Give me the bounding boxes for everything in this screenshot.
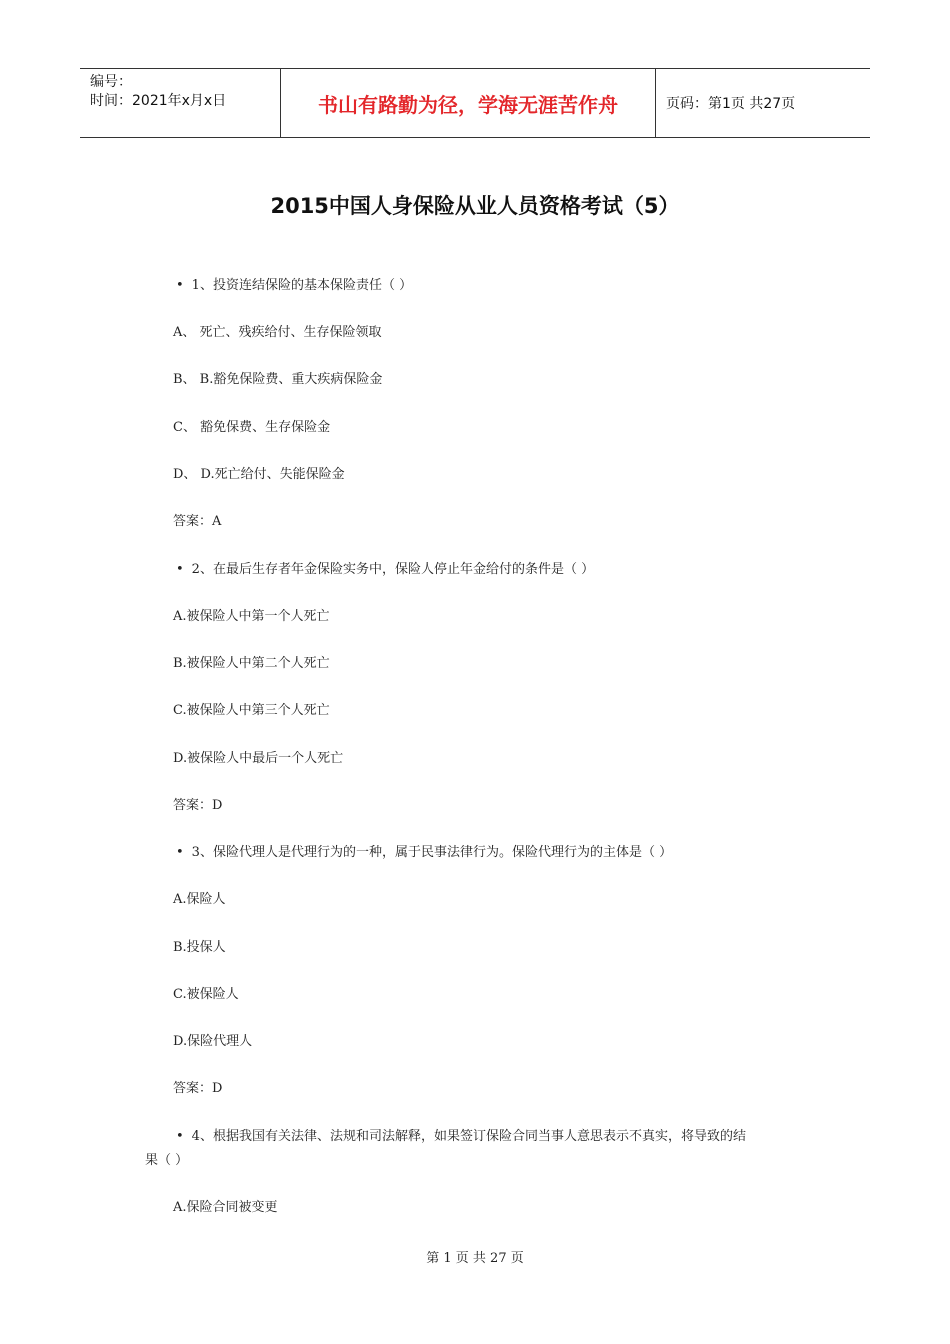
bullet: • (176, 1129, 184, 1144)
option: C.被保险人 (173, 987, 239, 1002)
option: C.被保险人中第三个人死亡 (173, 703, 330, 718)
question-3 (176, 844, 672, 862)
answer: 答案：A (173, 514, 222, 529)
option: B.被保险人中第二个人死亡 (173, 656, 330, 671)
option: C、 豁免保费、生存保险金 (173, 420, 331, 435)
question-4 (176, 1128, 746, 1146)
header-meta (80, 69, 280, 137)
answer: 答案：D (173, 798, 223, 813)
header-page-info: 页码：第1页 共27页 (666, 96, 796, 112)
option: A.保险合同被变更 (173, 1200, 278, 1215)
header-motto: 书山有路勤为径，学海无涯苦作舟 (280, 69, 656, 137)
question-2 (176, 561, 594, 579)
option: D.保险代理人 (173, 1034, 253, 1049)
question-text: 4、根据我国有关法律、法规和司法解释，如果签订保险合同当事人意思表示不真实，将导致的结 (191, 1129, 746, 1144)
option: A.保险人 (173, 892, 226, 907)
answer: 答案：D (173, 1081, 223, 1096)
page-footer: 第 1 页 共 27 页 (426, 1251, 524, 1266)
question-text-continued: 果（ ） (145, 1153, 189, 1168)
option: A、 死亡、残疾给付、生存保险领取 (173, 325, 382, 340)
option: A.被保险人中第一个人死亡 (173, 609, 330, 624)
time-label: 时间：2021年x月x日 (90, 93, 227, 109)
option: B、 B.豁免保险费、重大疾病保险金 (173, 372, 383, 387)
question-1 (176, 277, 412, 295)
document-title: 2015中国人身保险从业人员资格考试（5） (270, 194, 680, 218)
bullet: • (176, 278, 184, 293)
number-label: 编号： (90, 74, 132, 90)
page-header (80, 68, 870, 138)
question-text: 1、投资连结保险的基本保险责任（ ） (191, 278, 413, 293)
question-text: 3、保险代理人是代理行为的一种，属于民事法律行为。保险代理行为的主体是（ ） (191, 845, 673, 860)
option: D.被保险人中最后一个人死亡 (173, 751, 344, 766)
bullet: • (176, 562, 184, 577)
option: B.投保人 (173, 940, 226, 955)
option: D、 D.死亡给付、失能保险金 (173, 467, 345, 482)
question-text: 2、在最后生存者年金保险实务中，保险人停止年金给付的条件是（ ） (191, 562, 595, 577)
bullet: • (176, 845, 184, 860)
